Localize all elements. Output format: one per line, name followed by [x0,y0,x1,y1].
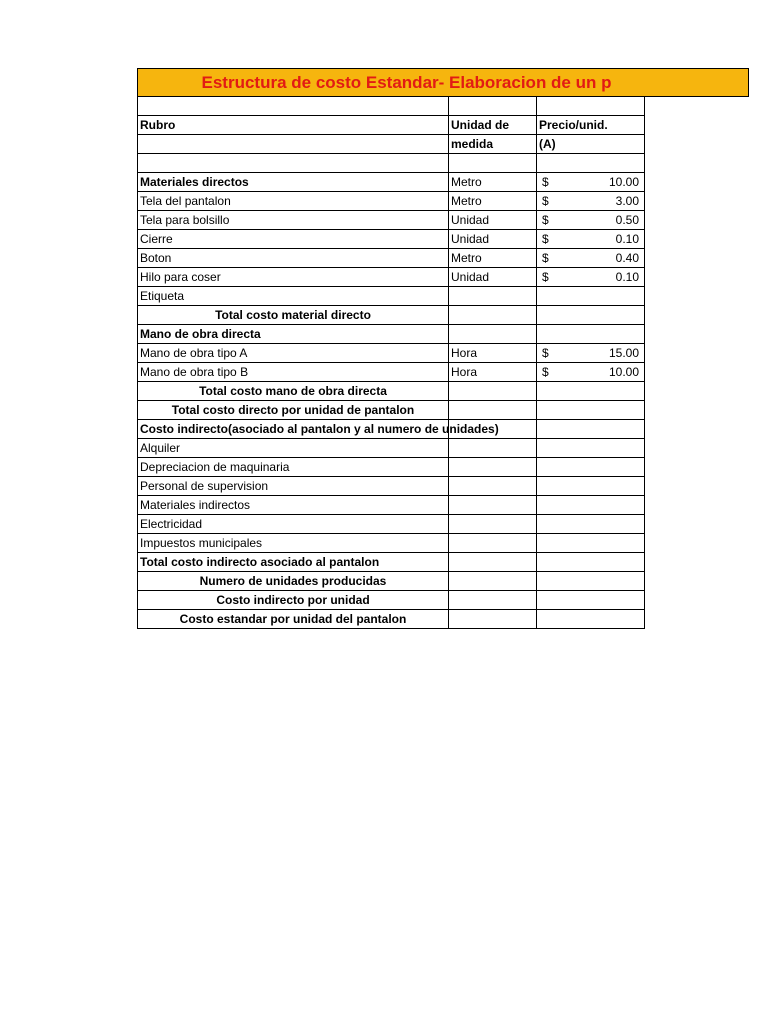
cell-precio[interactable] [537,230,645,249]
table-row [138,401,645,420]
title-clip [138,69,645,96]
header-precio-2[interactable]: (A) [537,135,645,154]
cell-unidad[interactable] [449,458,537,477]
rubro-text: Numero de unidades producidas [199,574,387,588]
cell-unidad[interactable] [449,382,537,401]
rubro-text: Tela del pantalon [140,194,231,208]
cell-unidad[interactable] [449,477,537,496]
rubro-text: Cierre [140,232,173,246]
rubro-text: Total costo indirecto asociado al pantalon [140,555,380,569]
blank-row [138,97,645,116]
cell-precio[interactable] [537,515,645,534]
rubro-text: Total costo directo por unidad de pantalon [171,403,415,417]
cell-rubro[interactable] [138,515,449,534]
rubro-text: Tela para bolsillo [140,213,230,227]
price-value: 10.00 [608,365,639,379]
cell-unidad[interactable]: Metro [449,249,537,268]
cell-unidad[interactable]: Hora [449,363,537,382]
cell-precio[interactable] [537,401,645,420]
cell-rubro[interactable] [138,420,499,439]
cell-unidad[interactable] [449,534,537,553]
rubro-text: Electricidad [140,517,203,531]
cell[interactable] [537,154,645,173]
cell-precio[interactable] [537,458,645,477]
cell-unidad[interactable] [449,553,537,572]
cell-precio[interactable] [537,325,645,344]
cell-precio[interactable] [537,344,645,363]
cell-precio[interactable] [537,420,645,439]
cell-unidad[interactable] [449,591,537,610]
rubro-text: Alquiler [140,441,181,455]
cell-precio[interactable] [537,439,645,458]
cell-rubro[interactable] [138,249,449,268]
cell[interactable] [138,97,449,116]
cell-unidad[interactable] [449,515,537,534]
cell-rubro[interactable] [138,382,449,401]
currency-symbol: $ [542,251,549,265]
price-wrap [539,175,642,189]
table-row [138,173,645,192]
cell-precio[interactable] [537,591,645,610]
cell-rubro[interactable] [138,401,449,420]
cell-unidad[interactable]: Metro [449,173,537,192]
table-row [138,553,645,572]
table-row [138,477,645,496]
rubro-text: Mano de obra tipo A [140,346,248,360]
table-row [138,287,645,306]
rubro-text: Impuestos municipales [140,536,263,550]
table-row [138,591,645,610]
cell-precio[interactable] [537,553,645,572]
cell[interactable] [537,97,645,116]
cell-precio[interactable] [537,173,645,192]
cell-precio[interactable] [537,306,645,325]
header-row-2 [138,135,645,154]
cell-precio[interactable] [537,211,645,230]
cell-rubro[interactable] [138,458,449,477]
cell[interactable] [449,97,537,116]
cell-precio[interactable] [537,477,645,496]
cell-unidad[interactable]: Metro [449,192,537,211]
cell-rubro[interactable] [138,230,449,249]
table-row [138,610,645,629]
table-row [138,192,645,211]
cell-rubro[interactable] [138,211,449,230]
cell-unidad[interactable]: Hora [449,344,537,363]
rubro-text: Etiqueta [140,289,185,303]
cell-unidad[interactable]: Unidad [449,230,537,249]
currency-symbol: $ [542,213,549,227]
table-body [138,173,645,629]
currency-symbol: $ [542,232,549,246]
cell-rubro[interactable] [138,268,449,287]
price-wrap [539,365,642,379]
rubro-text: Materiales directos [140,175,249,189]
cell-precio[interactable] [537,363,645,382]
currency-symbol: $ [542,346,549,360]
rubro-text: Mano de obra directa [140,327,261,341]
price-wrap [539,251,642,265]
table-row [138,420,645,439]
cell-precio[interactable] [537,534,645,553]
cell[interactable] [138,154,449,173]
price-value: 0.10 [615,270,639,284]
rubro-text: Mano de obra tipo B [140,365,249,379]
cell[interactable] [449,154,537,173]
cell-rubro[interactable] [138,477,449,496]
price-value: 0.10 [615,232,639,246]
cell-rubro[interactable] [138,173,449,192]
table-row [138,382,645,401]
cell-precio[interactable] [537,610,645,629]
cell-rubro[interactable] [138,306,449,325]
price-wrap [539,213,642,227]
cell-rubro[interactable] [138,344,449,363]
table-row [138,496,645,515]
cell-rubro[interactable] [138,572,449,591]
table-row [138,344,645,363]
cell-unidad[interactable] [449,401,537,420]
price-value: 15.00 [608,346,639,360]
cell[interactable] [138,135,449,154]
cell-rubro[interactable] [138,192,449,211]
cell-unidad[interactable]: Unidad [449,268,537,287]
rubro-text: Depreciacion de maquinaria [140,460,290,474]
price-wrap [539,346,642,360]
table-row [138,268,645,287]
cell-rubro[interactable] [138,287,449,306]
cell-rubro[interactable] [138,496,449,515]
cell-precio[interactable] [537,572,645,591]
header-unidad-2[interactable]: medida [449,135,537,154]
table-row [138,572,645,591]
price-wrap [539,270,642,284]
table-row [138,515,645,534]
rubro-text: Hilo para coser [140,270,221,284]
cell-unidad[interactable]: Unidad [449,211,537,230]
cell-rubro[interactable] [138,591,449,610]
cell-rubro[interactable] [138,610,449,629]
table-row [138,458,645,477]
rubro-text: Total costo material directo [215,308,371,322]
rubro-text: Costo indirecto(asociado al pantalon y al numero de unidades) [140,422,499,436]
cell-unidad[interactable] [449,325,537,344]
title-banner [137,68,749,97]
cell-rubro[interactable] [138,534,449,553]
cell-unidad[interactable] [449,572,537,591]
cost-table [137,96,645,629]
table-row [138,306,645,325]
rubro-text: Total costo mano de obra directa [199,384,387,398]
header-rubro[interactable]: Rubro [138,116,449,135]
cell-rubro[interactable] [138,363,449,382]
table-row [138,211,645,230]
table-row [138,534,645,553]
cell-precio[interactable] [537,496,645,515]
cell-precio[interactable] [537,382,645,401]
currency-symbol: $ [542,365,549,379]
rubro-text: Materiales indirectos [140,498,251,512]
cell-precio[interactable] [537,192,645,211]
cell-unidad[interactable] [449,306,537,325]
currency-symbol: $ [542,194,549,208]
cell-unidad[interactable] [449,610,537,629]
header-unidad-1[interactable]: Unidad de [449,116,537,135]
header-precio-1[interactable]: Precio/unid. [537,116,645,135]
cell-unidad[interactable] [449,496,537,515]
price-value: 0.40 [615,251,639,265]
table-row [138,249,645,268]
cell-precio[interactable] [537,268,645,287]
table-row [138,230,645,249]
rubro-text: Costo indirecto por unidad [216,593,370,607]
price-value: 3.00 [615,194,639,208]
cell-precio[interactable] [537,249,645,268]
currency-symbol: $ [542,270,549,284]
cell-rubro[interactable] [138,439,449,458]
rubro-text: Boton [140,251,172,265]
cell-rubro[interactable] [138,325,449,344]
price-wrap [539,232,642,246]
cell-rubro[interactable] [138,553,449,572]
blank-row [138,154,645,173]
cell-unidad[interactable] [449,287,537,306]
currency-symbol: $ [542,175,549,189]
table-row [138,325,645,344]
rubro-text: Personal de supervision [140,479,269,493]
table-row [138,363,645,382]
price-value: 0.50 [615,213,639,227]
page-title: Estructura de costo Estandar- Elaboracion de un p [201,72,612,92]
rubro-text: Costo estandar por unidad del pantalon [179,612,407,626]
cell-unidad[interactable] [449,439,537,458]
cell-precio[interactable] [537,287,645,306]
header-row-1 [138,116,645,135]
price-wrap [539,194,642,208]
table-row [138,439,645,458]
price-value: 10.00 [608,175,639,189]
